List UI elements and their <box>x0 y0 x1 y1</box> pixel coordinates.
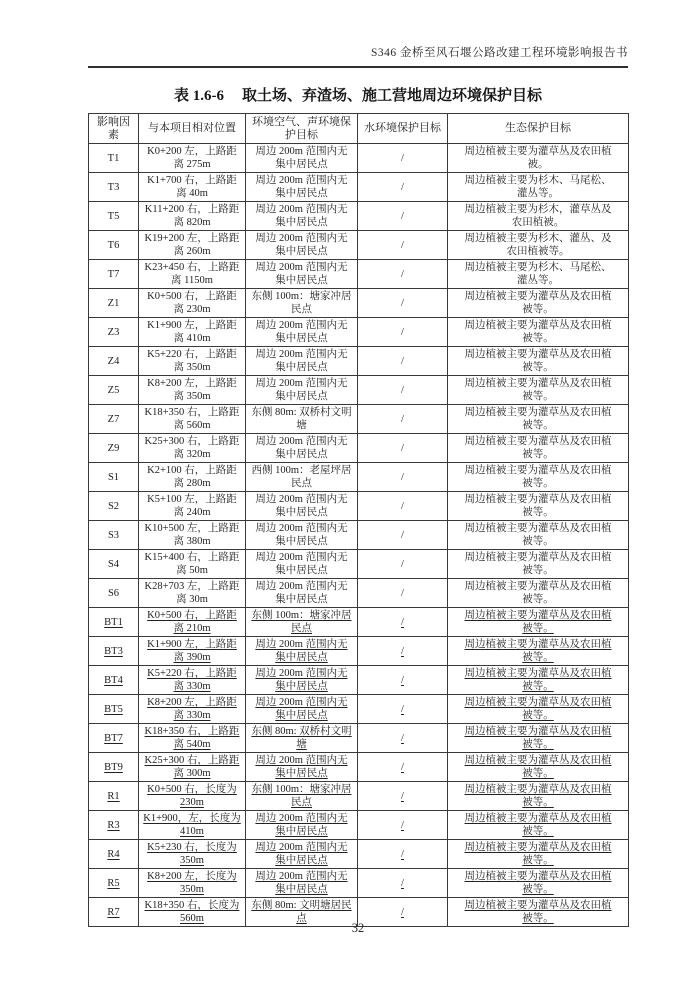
eco-target-cell: 周边植被主要为灌草丛及农田植被等。 <box>448 724 629 753</box>
air-noise-target-cell: 东侧 80m: 双桥村文明塘 <box>246 405 358 434</box>
table-row <box>89 666 629 695</box>
eco-target-cell: 周边植被主要为灌草丛及农田植被等。 <box>448 521 629 550</box>
row-code: BT7 <box>89 724 139 753</box>
doc-title: S346 金桥至风石堰公路改建工程环境影响报告书 <box>370 47 628 59</box>
eco-target-cell: 周边植被主要为灌草丛及农田植被等。 <box>448 318 629 347</box>
relative-position-cell: K5+220 右，上路距离 350m <box>139 347 246 376</box>
row-code: R1 <box>89 782 139 811</box>
row-code: BT5 <box>89 695 139 724</box>
row-code: R7 <box>89 898 139 927</box>
table-row <box>89 724 629 753</box>
relative-position-cell: K5+100 左，上路距离 240m <box>139 492 246 521</box>
relative-position-cell: K19+200 左，上路距离 260m <box>139 231 246 260</box>
table-row <box>89 144 629 173</box>
air-noise-target-cell: 周边 200m 范围内无集中居民点 <box>246 695 358 724</box>
eco-target-cell: 周边植被主要为灌草丛及农田植被等。 <box>448 608 629 637</box>
water-target-cell: / <box>358 260 448 289</box>
air-noise-target-cell: 周边 200m 范围内无集中居民点 <box>246 173 358 202</box>
water-target-cell: / <box>358 840 448 869</box>
air-noise-target-cell: 周边 200m 范围内无集中居民点 <box>246 666 358 695</box>
air-noise-target-cell: 周边 200m 范围内无集中居民点 <box>246 753 358 782</box>
water-target-cell: / <box>358 898 448 927</box>
relative-position-cell: K1+900 左，上路距离 390m <box>139 637 246 666</box>
row-code: T3 <box>89 173 139 202</box>
table-row <box>89 202 629 231</box>
air-noise-target-cell: 周边 200m 范围内无集中居民点 <box>246 202 358 231</box>
table-body <box>89 144 629 927</box>
relative-position-cell: K18+350 右，上路距离 540m <box>139 724 246 753</box>
table-row <box>89 695 629 724</box>
row-code: BT3 <box>89 637 139 666</box>
row-code: Z5 <box>89 376 139 405</box>
row-code: T1 <box>89 144 139 173</box>
table-row <box>89 492 629 521</box>
row-code: T5 <box>89 202 139 231</box>
table-row <box>89 463 629 492</box>
table-title <box>88 86 628 106</box>
relative-position-cell: K1+900 左，上路距离 410m <box>139 318 246 347</box>
air-noise-target-cell: 东侧 100m：塘家冲居民点 <box>246 608 358 637</box>
row-code: BT9 <box>89 753 139 782</box>
water-target-cell: / <box>358 347 448 376</box>
eco-target-cell: 周边植被主要为灌草丛及农田植被等。 <box>448 811 629 840</box>
water-target-cell: / <box>358 521 448 550</box>
table-row <box>89 753 629 782</box>
water-target-cell: / <box>358 637 448 666</box>
col-header-air-noise-target: 环境空气、声环境保护目标 <box>246 114 358 144</box>
table-row <box>89 405 629 434</box>
row-code: S2 <box>89 492 139 521</box>
air-noise-target-cell: 东侧 80m: 双桥村文明塘 <box>246 724 358 753</box>
water-target-cell: / <box>358 492 448 521</box>
eco-target-cell: 周边植被主要为灌草丛及农田植被等。 <box>448 492 629 521</box>
water-target-cell: / <box>358 202 448 231</box>
water-target-cell: / <box>358 666 448 695</box>
row-code: Z1 <box>89 289 139 318</box>
relative-position-cell: K8+200 左，上路距离 350m <box>139 376 246 405</box>
row-code: T7 <box>89 260 139 289</box>
eco-target-cell: 周边植被主要为灌草丛及农田植被等。 <box>448 434 629 463</box>
relative-position-cell: K8+200 左，长度为 350m <box>139 869 246 898</box>
air-noise-target-cell: 周边 200m 范围内无集中居民点 <box>246 521 358 550</box>
water-target-cell: / <box>358 724 448 753</box>
water-target-cell: / <box>358 376 448 405</box>
table-header-row <box>89 114 629 144</box>
row-code: R4 <box>89 840 139 869</box>
row-code: R5 <box>89 869 139 898</box>
eco-target-cell: 周边植被主要为灌草丛及农田植被等。 <box>448 637 629 666</box>
eco-target-cell: 周边植被主要为灌草丛及农田植被等。 <box>448 666 629 695</box>
eco-target-cell: 周边植被主要为灌草丛及农田植被等。 <box>448 753 629 782</box>
table-number: 表 1.6-6 <box>173 88 224 104</box>
air-noise-target-cell: 周边 200m 范围内无集中居民点 <box>246 144 358 173</box>
water-target-cell: / <box>358 869 448 898</box>
eco-target-cell: 周边植被主要为灌草丛及农田植被等。 <box>448 695 629 724</box>
relative-position-cell: K1+700 右，上路距离 40m <box>139 173 246 202</box>
row-code: T6 <box>89 231 139 260</box>
air-noise-target-cell: 周边 200m 范围内无集中居民点 <box>246 637 358 666</box>
row-code: S6 <box>89 579 139 608</box>
relative-position-cell: K0+200 左，上路距离 275m <box>139 144 246 173</box>
air-noise-target-cell: 周边 200m 范围内无集中居民点 <box>246 376 358 405</box>
eco-target-cell: 周边植被主要为灌草丛及农田植被。 <box>448 144 629 173</box>
eco-target-cell: 周边植被主要为灌草丛及农田植被等。 <box>448 782 629 811</box>
col-header-water-target: 水环境保护目标 <box>358 114 448 144</box>
air-noise-target-cell: 西侧 100m：老屋坪居民点 <box>246 463 358 492</box>
row-code: S3 <box>89 521 139 550</box>
relative-position-cell: K18+350 右，长度为 560m <box>139 898 246 927</box>
relative-position-cell: K15+400 右，上路距离 50m <box>139 550 246 579</box>
relative-position-cell: K28+703 左，上路距离 30m <box>139 579 246 608</box>
relative-position-cell: K18+350 右，上路距离 560m <box>139 405 246 434</box>
table-row <box>89 347 629 376</box>
table-row <box>89 289 629 318</box>
water-target-cell: / <box>358 289 448 318</box>
eco-target-cell: 周边植被主要为灌草丛及农田植被等。 <box>448 463 629 492</box>
relative-position-cell: K0+500 右，上路距离 230m <box>139 289 246 318</box>
eco-target-cell: 周边植被主要为杉木、马尾松、灌丛等。 <box>448 260 629 289</box>
table-row <box>89 231 629 260</box>
table-row <box>89 434 629 463</box>
eco-target-cell: 周边植被主要为灌草丛及农田植被等。 <box>448 289 629 318</box>
water-target-cell: / <box>358 811 448 840</box>
row-code: Z7 <box>89 405 139 434</box>
row-code: Z9 <box>89 434 139 463</box>
air-noise-target-cell: 东侧 100m：塘家冲居民点 <box>246 289 358 318</box>
relative-position-cell: K5+220 右，上路距离 330m <box>139 666 246 695</box>
relative-position-cell: K11+200 右，上路距离 820m <box>139 202 246 231</box>
air-noise-target-cell: 周边 200m 范围内无集中居民点 <box>246 434 358 463</box>
table-row <box>89 811 629 840</box>
table-caption: 取土场、弃渣场、施工营地周边环境保护目标 <box>241 88 542 104</box>
eco-target-cell: 周边植被主要为灌草丛及农田植被等。 <box>448 869 629 898</box>
table-row <box>89 318 629 347</box>
air-noise-target-cell: 周边 200m 范围内无集中居民点 <box>246 231 358 260</box>
air-noise-target-cell: 周边 200m 范围内无集中居民点 <box>246 579 358 608</box>
relative-position-cell: K0+500 右，长度为 230m <box>139 782 246 811</box>
air-noise-target-cell: 周边 200m 范围内无集中居民点 <box>246 347 358 376</box>
row-code: Z3 <box>89 318 139 347</box>
table-row <box>89 840 629 869</box>
water-target-cell: / <box>358 695 448 724</box>
col-header-impact-factor: 影响因素 <box>89 114 139 144</box>
water-target-cell: / <box>358 318 448 347</box>
air-noise-target-cell: 周边 200m 范围内无集中居民点 <box>246 492 358 521</box>
relative-position-cell: K8+200 左，上路距离 330m <box>139 695 246 724</box>
table-row <box>89 173 629 202</box>
col-header-eco-target: 生态保护目标 <box>448 114 629 144</box>
row-code: BT1 <box>89 608 139 637</box>
row-code: S1 <box>89 463 139 492</box>
table-row <box>89 550 629 579</box>
eco-target-cell: 周边植被主要为灌草丛及农田植被等。 <box>448 840 629 869</box>
water-target-cell: / <box>358 434 448 463</box>
relative-position-cell: K5+230 右，长度为 350m <box>139 840 246 869</box>
table-row <box>89 869 629 898</box>
relative-position-cell: K25+300 右，上路距离 300m <box>139 753 246 782</box>
eco-target-cell: 周边植被主要为灌草丛及农田植被等。 <box>448 405 629 434</box>
table-row <box>89 260 629 289</box>
eco-target-cell: 周边植被主要为杉木、灌丛、及农田植被等。 <box>448 231 629 260</box>
eco-target-cell: 周边植被主要为灌草丛及农田植被等。 <box>448 347 629 376</box>
page-header <box>88 0 628 60</box>
air-noise-target-cell: 东侧 100m：塘家冲居民点 <box>246 782 358 811</box>
water-target-cell: / <box>358 231 448 260</box>
eco-target-cell: 周边植被主要为灌草丛及农田植被等。 <box>448 376 629 405</box>
water-target-cell: / <box>358 144 448 173</box>
relative-position-cell: K25+300 右，上路距离 320m <box>139 434 246 463</box>
table-row <box>89 579 629 608</box>
table-row <box>89 608 629 637</box>
relative-position-cell: K1+900，左，长度为 410m <box>139 811 246 840</box>
protection-targets-table <box>88 113 629 927</box>
water-target-cell: / <box>358 173 448 202</box>
air-noise-target-cell: 周边 200m 范围内无集中居民点 <box>246 318 358 347</box>
page-number: 32 <box>351 921 365 935</box>
water-target-cell: / <box>358 753 448 782</box>
relative-position-cell: K10+500 左，上路距离 380m <box>139 521 246 550</box>
header-divider <box>88 66 628 68</box>
air-noise-target-cell: 周边 200m 范围内无集中居民点 <box>246 840 358 869</box>
table-row <box>89 637 629 666</box>
air-noise-target-cell: 周边 200m 范围内无集中居民点 <box>246 869 358 898</box>
relative-position-cell: K0+500 右，上路距离 210m <box>139 608 246 637</box>
table-row <box>89 521 629 550</box>
eco-target-cell: 周边植被主要为杉木、马尾松、灌丛等。 <box>448 173 629 202</box>
row-code: S4 <box>89 550 139 579</box>
air-noise-target-cell: 周边 200m 范围内无集中居民点 <box>246 550 358 579</box>
water-target-cell: / <box>358 782 448 811</box>
table-row <box>89 376 629 405</box>
eco-target-cell: 周边植被主要为杉木，灌草丛及农田植被。 <box>448 202 629 231</box>
table-row <box>89 782 629 811</box>
row-code: R3 <box>89 811 139 840</box>
air-noise-target-cell: 东侧 80m: 文明塘居民点 <box>246 898 358 927</box>
water-target-cell: / <box>358 405 448 434</box>
water-target-cell: / <box>358 463 448 492</box>
relative-position-cell: K2+100 右，上路距离 280m <box>139 463 246 492</box>
water-target-cell: / <box>358 608 448 637</box>
air-noise-target-cell: 周边 200m 范围内无集中居民点 <box>246 811 358 840</box>
air-noise-target-cell: 周边 200m 范围内无集中居民点 <box>246 260 358 289</box>
water-target-cell: / <box>358 550 448 579</box>
water-target-cell: / <box>358 579 448 608</box>
row-code: Z4 <box>89 347 139 376</box>
relative-position-cell: K23+450 右，上路距离 1150m <box>139 260 246 289</box>
row-code: BT4 <box>89 666 139 695</box>
eco-target-cell: 周边植被主要为灌草丛及农田植被等。 <box>448 550 629 579</box>
col-header-relative-position: 与本项目相对位置 <box>139 114 246 144</box>
eco-target-cell: 周边植被主要为灌草丛及农田植被等。 <box>448 898 629 927</box>
eco-target-cell: 周边植被主要为灌草丛及农田植被等。 <box>448 579 629 608</box>
